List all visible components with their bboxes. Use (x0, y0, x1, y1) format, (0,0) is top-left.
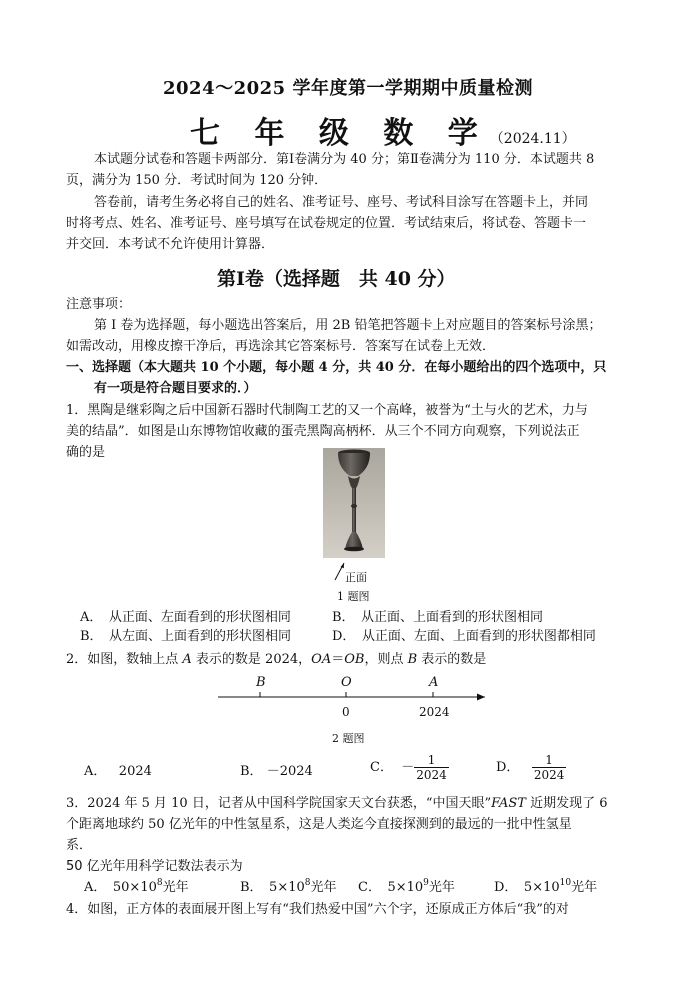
subject-title: 七 年 级 数 学 (190, 116, 490, 151)
fraction: $\frac{1}{2024}$ (416, 753, 447, 782)
intro-line: 时将考点、姓名、准考证号、座号填写在试卷规定的位置．考试结束后，将试卷、答题卡一 (66, 216, 587, 231)
option-a: A． $50\times 10^8$光年 (84, 878, 189, 895)
notes-line: 第 Ⅰ 卷为选择题，每小题选出答案后，用 2B 铅笔把答题卡上对应题目的答案标号涂黑； (94, 318, 602, 333)
option-c: C． $5\times 10^9$光年 (358, 878, 455, 895)
figure-caption: 1 题图 (337, 590, 370, 603)
figure-caption: 2 题图 (332, 732, 365, 745)
question-3-text: 50 亿光年用科学记数法表示为 (66, 859, 243, 874)
question-3-text: 个距离地球约 50 亿光年的中性氢星系，这是人类迄今直接探测到的最远的一批中性氢星 (66, 817, 572, 832)
option-c: B． 从左面、上面看到的形状图相同 (80, 629, 292, 644)
intro-line: 答卷前，请考生务必将自己的姓名、准考证号、座号、考试科目涂写在答题卡上，并同 (94, 195, 589, 210)
question-1-text: 美的结晶”．如图是山东博物馆收藏的蛋壳黑陶高柄杯．从三个不同方向观察，下列说法正 (66, 424, 580, 439)
part-heading: 一、选择题（本大题共 10 个小题，每小题 4 分，共 40 分．在每小题给出的四个选项中，只 (66, 360, 607, 375)
fraction: $\frac{1}{2024}$ (533, 753, 565, 782)
option-b: B． －2024 (240, 764, 313, 779)
question-1-text: 1．黑陶是继彩陶之后中国新石器时代制陶工艺的又一个高峰，被誉为“土与火的艺术，力与 (66, 403, 588, 418)
question-3-text: 系． (66, 838, 93, 853)
part-heading: 有一项是符合题目要求的．） (94, 381, 257, 396)
option-a: A． 从正面、左面看到的形状图相同 (80, 610, 291, 625)
exam-date: （2024.11） (489, 131, 576, 147)
question-4-text: 4．如图，正方体的表面展开图上写有“我们热爱中国”六个字，还原成正方体后“我”的对 (66, 902, 569, 917)
tick-label-2024: 2024 (419, 705, 450, 719)
option-b: B． $5\times 10^8$光年 (240, 878, 337, 895)
black-pottery-cup-image (323, 448, 385, 558)
exam-title: 2024～2025 学年度第一学期期中质量检测 (163, 78, 533, 99)
section-title: 第Ⅰ卷（选择题 共 40 分） (217, 268, 456, 290)
notes-label: 注意事项： (66, 297, 132, 312)
point-a-label: A (429, 675, 439, 690)
option-d: D． 从正面、左面、上面看到的形状图都相同 (332, 629, 596, 644)
option-d: D． $\frac{1}{2024}$ (496, 753, 565, 782)
question-2-text: 2．如图，数轴上点 A 表示的数是 2024，OA＝OB，则点 B 表示的数是 (66, 652, 487, 667)
subject-heading (190, 108, 576, 152)
point-o-label: O (341, 675, 352, 690)
option-d: D． $5\times 10^{10}$光年 (494, 878, 598, 895)
question-1-text: 确的是 (66, 445, 106, 460)
point-b-label: B (256, 675, 266, 690)
intro-line: 并交回．本考试不允许使用计算器． (66, 237, 275, 252)
front-label: 正面 (345, 571, 367, 584)
option-c: C． － $\frac{1}{2024}$ (370, 753, 447, 782)
intro-line: 本试题分试卷和答题卡两部分．第Ⅰ卷满分为 40 分；第Ⅱ卷满分为 110 分．本试题共 8 (94, 152, 595, 167)
option-b: B． 从正面、上面看到的形状图相同 (332, 610, 544, 625)
option-a: A． 2024 (84, 764, 152, 779)
number-line-figure (215, 672, 490, 724)
notes-line: 如需改动，用橡皮擦干净后，再选涂其它答案标号．答案写在试卷上无效． (66, 339, 496, 354)
question-3-text: 3．2024 年 5 月 10 日，记者从中国科学院国家天文台获悉，“中国天眼”FAST 近期发现了 6 (66, 796, 608, 811)
tick-label-0: 0 (342, 705, 350, 719)
intro-line: 页，满分为 150 分．考试时间为 120 分钟． (66, 173, 328, 188)
